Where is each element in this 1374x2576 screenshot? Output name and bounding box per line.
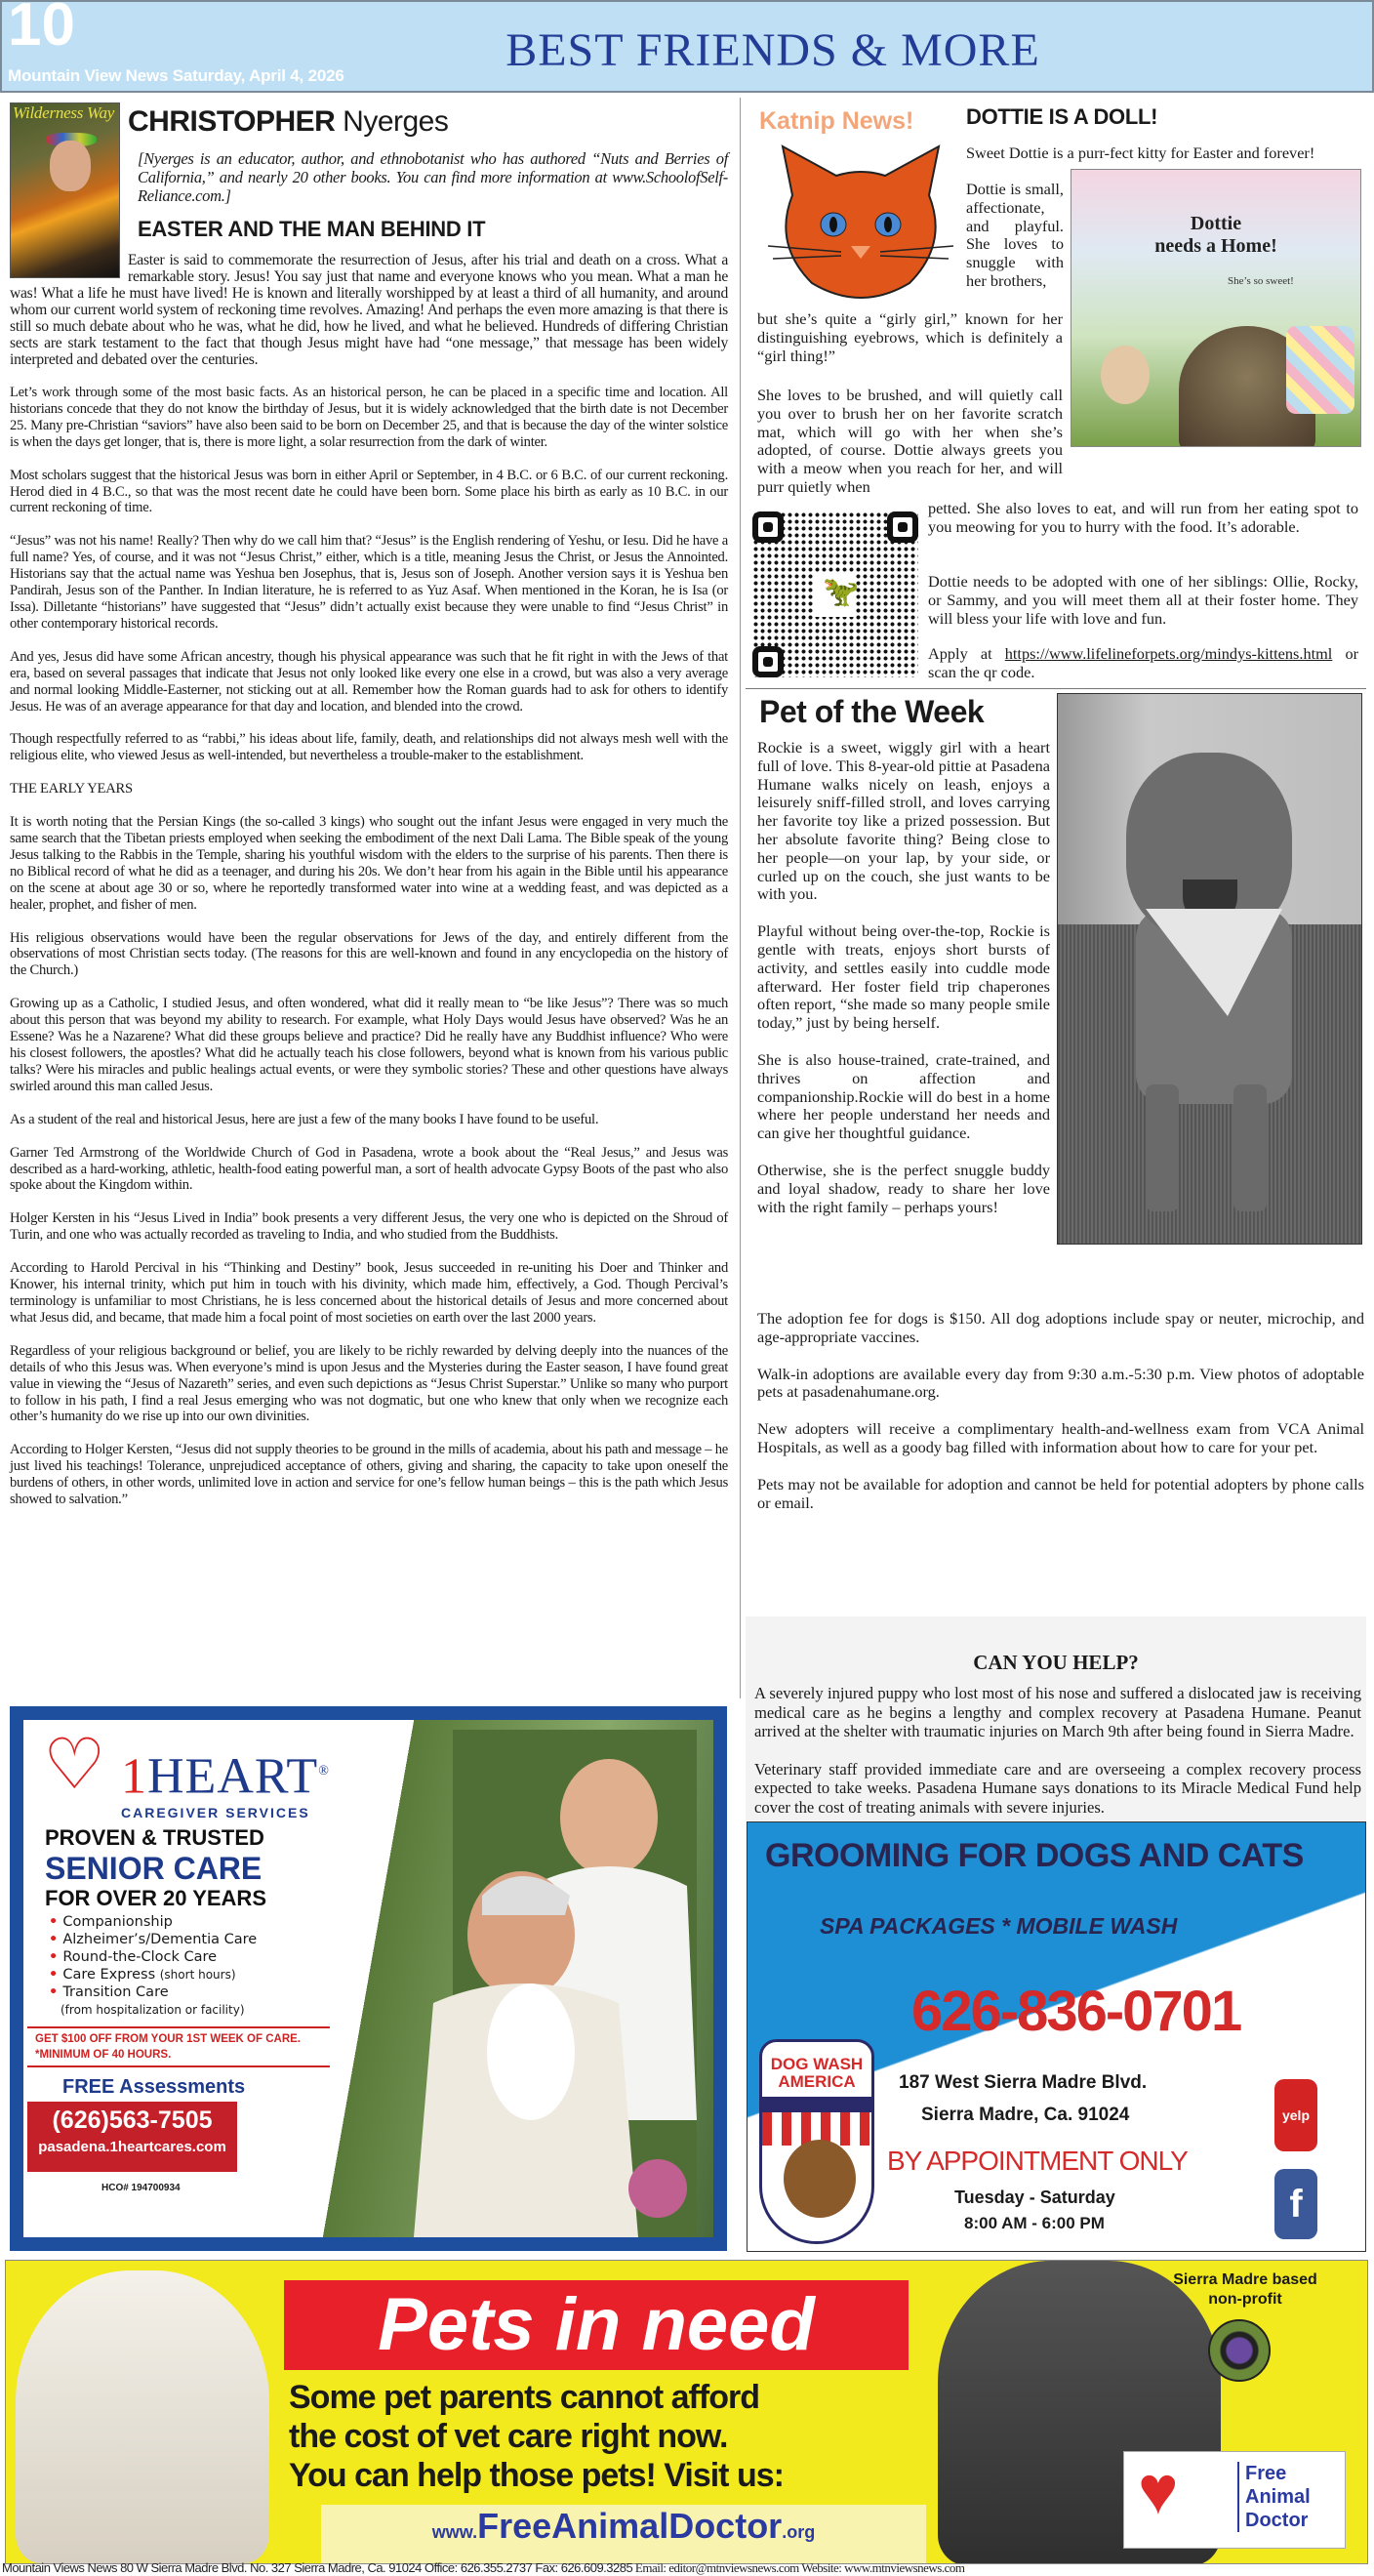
section-divider xyxy=(746,688,1366,689)
business-days: Tuesday - Saturday xyxy=(954,2188,1115,2207)
paragraph: New adopters will receive a complimentary health-and-wellness exam from VCA Animal Hospitals, as well as a goody bag filled with information about how to care for your pet. xyxy=(757,1419,1364,1456)
paragraph: Veterinary staff provided immediate care and are overseeing a complex recovery process expected to take weeks. Pasadena Humane says donations to its Miracle Medical Fund help cover the cost of treating animals with severe injuries. xyxy=(754,1759,1361,1817)
grooming-subtitle: SPA PACKAGES * MOBILE WASH xyxy=(820,1913,1178,1939)
photo-caption-small: She’s so sweet! xyxy=(1228,275,1294,287)
can-you-help-title: CAN YOU HELP? xyxy=(973,1651,1139,1674)
column-article xyxy=(10,102,728,1525)
registered-mark: ® xyxy=(318,1764,330,1779)
page-footer xyxy=(2,2560,1372,2576)
service-note: (short hours) xyxy=(159,1968,236,1982)
grooming-title: GROOMING FOR DOGS AND CATS xyxy=(765,1837,1304,1874)
photo-caption xyxy=(1071,213,1360,258)
paragraph: Growing up as a Catholic, I studied Jesus, and often wondered, what did it really mean to “be like Jesus”? There was so much about this person that was beyond my ability to research. For example, what Holy Days would Jesus have observed? Was he an Essene? Was he a Nazarene? What did these groups believe and practice? Did he really have any Buddhist influence? Who were his closest followers, the apostles? What did he actually teach his close followers, beyond what is known from his various public talks? Were his miracles and public healings actual events, or were they symbolic stories? These and other questions have always swirled around this man called Jesus. xyxy=(10,996,728,1094)
page-header xyxy=(0,0,1374,93)
katnip-logo-text: Katnip News! xyxy=(759,107,914,135)
contact-banner xyxy=(27,2102,237,2172)
heart-cross-icon: ♥ xyxy=(1138,2454,1179,2529)
ad-line: You can help those pets! Visit us: xyxy=(289,2457,784,2494)
pets-in-need-text xyxy=(289,2378,784,2495)
author-first: CHRISTOPHER xyxy=(128,105,336,138)
paragraph: Most scholars suggest that the historical Jesus was born in either April or September, in 4 B.C. or 6 B.C. of our current reckoning. Herod died in 4 B.C., so that was the most recent date he could have been born. Some place his birth as early as 10 B.C. in our current reckoning of time. xyxy=(10,467,728,516)
brand-subtitle: CAREGIVER SERVICES xyxy=(121,1805,310,1820)
paragraph: Walk-in adoptions are available every day from 9:30 a.m.-5:30 p.m. View photos of adoptable pets at pasadenahumane.org. xyxy=(757,1364,1364,1402)
facebook-icon[interactable]: f xyxy=(1274,2169,1317,2239)
ad-pets-in-need[interactable] xyxy=(5,2260,1368,2564)
ad-dog-wash-america[interactable] xyxy=(747,1821,1366,2252)
photo-caption-line1: Dottie xyxy=(1190,213,1242,234)
paragraph: Though respectfully referred to as “rabbi,” his ideas about life, family, death, and relationships did not always mesh well with the religious elite, who viewed Jesus as well-intended, but nevertheless a trouble-maker to the establishment. xyxy=(10,731,728,764)
dottie-paragraph-2b: petted. She also loves to eat, and will run from her eating spot to you meowing for you to hurry with the food. It’s adorable. xyxy=(928,499,1358,536)
services-list xyxy=(49,1913,257,2019)
paragraph: The adoption fee for dogs is $150. All dog adoptions include spay or neuter, microchip, and age-appropriate vaccines. xyxy=(757,1309,1364,1346)
author-last: Nyerges xyxy=(343,105,449,138)
service-item: • Alzheimer’s/Dementia Care xyxy=(49,1931,257,1948)
dinosaur-icon: 🦖 xyxy=(815,572,854,617)
qr-finder xyxy=(752,646,784,677)
appointment-note: BY APPOINTMENT ONLY xyxy=(887,2146,1188,2176)
author-bio: [Nyerges is an educator, author, and ethnobotanist who has authored “Nuts and Berries of California,” and nearly 20 other books. You can find more information at www.SchoolofSelf-Reliance.com.] xyxy=(138,149,728,205)
paragraph: A severely injured puppy who lost most of his nose and suffered a dislocated jaw is receiving medical care as he begins a lengthy and complex recovery at Pasadena Humane. Peanut arrived at the shelter with traumatic injuries on March 9th after being found in Sierra Madre. xyxy=(754,1684,1361,1740)
qr-finder xyxy=(752,511,784,543)
page-number: 10 xyxy=(8,0,75,59)
service-item: • Companionship xyxy=(49,1913,257,1931)
headline-1: PROVEN & TRUSTED xyxy=(45,1825,264,1850)
pet-of-week-side-text xyxy=(757,739,1050,1235)
brand-rest: HEART xyxy=(147,1748,319,1805)
pet-of-week-details xyxy=(757,1310,1364,1531)
cartoon-dog-icon xyxy=(784,2140,856,2218)
url-main: FreeAnimalDoctor xyxy=(477,2506,783,2546)
photo-caption-line2: needs a Home! xyxy=(1154,235,1277,257)
url-prefix: www. xyxy=(431,2522,478,2542)
brand-name xyxy=(121,1743,330,1805)
apply-link[interactable]: https://www.lifelineforpets.org/mindys-kittens.html xyxy=(1004,644,1333,663)
offer-line-1: GET $100 OFF FROM YOUR 1ST WEEK OF CARE. xyxy=(35,2033,301,2045)
service-label: Care Express xyxy=(62,1967,156,1983)
paragraph: It is worth noting that the Persian Kings (the so-called 3 kings) who sought out the infant Jesus were engaged in very much the same search that the Tibetan priests employed when seeking the embodiment of the next Dali Lama. The Bible speak of the young Jesus talking to the Rabbis in the Temple, sharing his youthful wisdom with the elders to the surprise of his parents. Then there is no Biblical record of what he did as a teenager, and during his 20s. We don’t hear from his again in the Bible until his appearance on the scene at about age 30 or so, where he reportedly transformed water into wine at a wedding feast, and was depicted as a healer, prophet, and fisher of men. xyxy=(10,814,728,913)
paragraph: And yes, Jesus did have some African ancestry, though his physical appearance was such that he fit right in with the Jews of that era, based on several passages that indicate that Jesus not only looked like every one else in a crowd, but was also a very average and normal looking Middle-Easterner, not sticking out at all. Remember how the Roman guards had to ask for others to identify Jesus. He was of an average appearance for that day and location, and blended into the crowd. xyxy=(10,648,728,715)
article-body xyxy=(10,252,728,1508)
nonprofit-label: Sierra Madre based non-profit xyxy=(1173,2271,1317,2308)
city-seal-icon xyxy=(1208,2319,1271,2382)
paragraph: Holger Kersten in his “Jesus Lived in India” book presents a very different Jesus, the very one who is depicted on the Shroud of Turin, and one who was actually recorded as traveling to India, and who studied from the Buddhists. xyxy=(10,1210,728,1244)
free-animal-doctor-logo xyxy=(1123,2451,1346,2549)
article-title: EASTER AND THE MAN BEHIND IT xyxy=(138,217,486,241)
dottie-paragraph-1b: but she’s quite a “girly girl,” known for her distinguishing eyebrows, which is definitely a “girl thing!” xyxy=(757,309,1063,365)
service-item: • Transition Care xyxy=(49,1983,257,2001)
paragraph: Let’s work through some of the most basic facts. As an historical person, he can be placed in a specific time and location. All historians concede that they do not know the birthday of Jesus, but it is widely acknowledged that the birth date is not December 25. Many pre-Christian “saviors” have also been said to be born on December 25, and that is because the day of the winter solstice is when the days get longer, that is, there is more light, a solar resurrection from the dark of winter. xyxy=(10,385,728,450)
qr-code[interactable] xyxy=(752,511,918,677)
dog-leg xyxy=(1233,1084,1267,1211)
pet-of-week-title: Pet of the Week xyxy=(759,694,985,729)
flag-stripes xyxy=(762,2097,871,2146)
masthead-date: Mountain View News Saturday, April 4, 2026 xyxy=(8,66,344,85)
footer-address: Mountain Views News 80 W Sierra Madre Blvd. No. 327 Sierra Madre, Ca. 91024 Office: 626.355.2737 Fax: 626.609.3285 xyxy=(2,2560,633,2575)
section-title: BEST FRIENDS & MORE xyxy=(505,24,1040,76)
footer-contact: Email: editor@mtnviewsnews.com Website: www.mtnviewsnews.com xyxy=(632,2560,965,2575)
paragraph: Playful without being over-the-top, Rockie is gentle with treats, enjoys short bursts of activity, and settles easily into cuddle mode afterward. Her foster field trip chaperones often report, “she made so many people smile today,” just by being herself. xyxy=(757,921,1050,1033)
paragraph: According to Holger Kersten, “Jesus did not supply theories to be ground in the mills of academia, about his path and message – he just lived his teachings! Tolerance, unprejudiced acceptance of others, giving and sharing, the capacity to take upon oneself the burdens of others, in other words, unlimited love in action and service for one’s fellow human beings – this is the path which Jesus showed to salvation.” xyxy=(10,1442,728,1508)
ad-line: the cost of vet care right now. xyxy=(289,2418,728,2455)
paragraph: Easter is said to commemorate the resurrection of Jesus, after his trial and death on a cross. What a remarkable story. Jesus! You say just that name and everyone knows who you mean. What a man he was! What a life he must have lived! He is known and literally worshipped by at least a third of all humanity, and around whom our current world system of reckoning time revolves. Amazing! And perhaps the even more amazing is that there is still so much debate about who he was, what he did, how he lived, and what he believed. Hundreds of differing Christian sects are stark testament to the fact that though Jesus might have had “one message,” that message has been widely interpreted and debated over the centuries. xyxy=(10,252,728,368)
free-assessments: FREE Assessments xyxy=(62,2076,246,2098)
paragraph: “Jesus” was not his name! Really? Then why do we call him that? “Jesus” is the English rendering of Yeshu, or Iesu. Did he have a full name? Yes, of course, and it was not “Jesus Christ,” either, which is a title, meaning Jesus the Christ, or Jesus the Annointed. Historians say that the actual name was Yeshua ben Josephus, that is, Jesus son of Joseph. Another version says it is Yeshua ben Pandirah, Jesus son of the Panther. In Indian literature, he is referred to as Yuz Asaf. When mentioned in the Koran, he is Isa (or Issa). Dilletante “historians” have suggested that “Jesus” didn’t actually exist because they were unable to find “Jesus Christ” in other contemporary historical records. xyxy=(10,533,728,632)
logo-line: Animal xyxy=(1245,2486,1311,2508)
paragraph: Rockie is a sweet, wiggly girl with a heart full of love. This 8-year-old pittie at Pasadena Humane walks nicely on leash, enjoys a leisurely sniff-filled stroll, and loves carrying her favorite toy like a prized possession. But her absolute favorite thing? Being close to her people—on your lap, by your side, or curled up on the couch, she just wants to be with you. xyxy=(757,738,1050,904)
paragraph: She is also house-trained, crate-trained, and thrives on affection and companionship.Rockie will do best in a home where her people understand her needs and can give her thoughtful guidance. xyxy=(757,1049,1050,1143)
column-divider xyxy=(740,98,741,1698)
headline-3: FOR OVER 20 YEARS xyxy=(45,1886,266,1910)
paragraph: According to Harold Percival in his “Thinking and Destiny” book, Jesus succeeded in re-uniting his Doer and Thinker and Knower, his internal trinity, which put him in touch with his divinity, which made him, effectively, a God. Though Percival’s terminology is unfamiliar to most Christians, he is less concerned about the historical details of Jesus and more concerned about what Jesus did, and became, that made him a focal point of most societies on earth over the last 2000 years. xyxy=(10,1260,728,1326)
service-note: (from hospitalization or facility) xyxy=(61,2003,245,2017)
cartoon-cat-icon xyxy=(763,137,958,312)
ad-1heart-caregiver[interactable] xyxy=(10,1706,727,2251)
paragraph: Garner Ted Armstrong of the Worldwide Church of God in Pasadena, wrote a book about the “Real Jesus,” and Jesus was described as a hard-working, athletic, health-food eating powerful man, a sort of health advocate Gypsy Boots of the past who also spoke about the Kingdom within. xyxy=(10,1144,728,1194)
paragraph: As a student of the real and historical Jesus, here are just a few of the many books I have found to be useful. xyxy=(10,1111,599,1127)
bunny-illustration xyxy=(1101,346,1150,404)
ad-line: Some pet parents cannot afford xyxy=(289,2379,759,2416)
dottie-subtitle: Sweet Dottie is a purr-fect kitty for Easter and forever! xyxy=(966,143,1315,162)
dottie-paragraph-3: Dottie needs to be adopted with one of her siblings: Ollie, Rocky, or Sammy, and you will meet them all at their foster home. They will bless your life with love and fun. xyxy=(928,572,1358,628)
address-line-2: Sierra Madre, Ca. 91024 xyxy=(921,2105,1130,2125)
dottie-headline: DOTTIE IS A DOLL! xyxy=(966,104,1158,129)
caregiver-photo xyxy=(306,1730,697,2237)
easter-egg-basket xyxy=(1286,326,1354,414)
grooming-phone[interactable]: 626-836-0701 xyxy=(911,1980,1241,2043)
yelp-icon[interactable]: yelp xyxy=(1274,2079,1317,2151)
dog-leg xyxy=(1146,1084,1179,1211)
paragraph: Pets may not be available for adoption and cannot be held for potential adopters by phone calls or email. xyxy=(757,1474,1364,1512)
website-link[interactable]: pasadena.1heartcares.com xyxy=(38,2139,226,2155)
offer-line-2: *MINIMUM OF 40 HOURS. xyxy=(35,2049,172,2061)
business-hours: 8:00 AM - 6:00 PM xyxy=(964,2214,1105,2232)
qr-finder xyxy=(887,511,918,543)
pets-in-need-title: Pets in need xyxy=(284,2280,909,2370)
dog-wash-america-logo xyxy=(759,2039,874,2244)
logo-line: Free xyxy=(1245,2463,1287,2484)
logo-text: DOG WASH AMERICA xyxy=(770,2055,864,2091)
paragraph: THE EARLY YEARS xyxy=(10,781,133,797)
service-item: • Round-the-Clock Care xyxy=(49,1948,257,1966)
free-animal-doctor-link[interactable] xyxy=(321,2505,926,2563)
dottie-paragraph-2a: She loves to be brushed, and will quietly call you over to brush her on her favorite scratch mat, which will go with her when she’s adopted, of course. Dottie always greets you with a meow when you reach for her, and will purr quietly when xyxy=(757,386,1063,496)
book-cover-title: Wilderness Way xyxy=(13,103,115,122)
logo-label xyxy=(1237,2462,1311,2532)
address-line-1: 187 West Sierra Madre Blvd. xyxy=(899,2072,1148,2093)
paragraph: Otherwise, she is the perfect snuggle buddy and loyal shadow, ready to share her love with the right family – perhaps yours! xyxy=(757,1160,1050,1216)
logo-line: Doctor xyxy=(1245,2510,1309,2531)
paragraph: His religious observations would have been the regular observations for Jews of the day, and entirely different from the observations of most Christian sects today. (The reasons for this are well-known and found in any encyclopedia on the history of the Church.) xyxy=(10,929,728,979)
phone-number[interactable]: (626)563-7505 xyxy=(52,2106,213,2134)
headline-2: SENIOR CARE xyxy=(45,1851,263,1886)
author-book-cover-image xyxy=(10,102,120,278)
rockie-dog-photo xyxy=(1057,693,1362,1245)
dottie-photo xyxy=(1071,169,1361,447)
paragraph: Regardless of your religious background or belief, you are likely to be richly rewarded by delving deeply into the nuances of the details of who this Jesus was. When everyone’s mind is upon Jesus and the Mysteries during the Easter season, I have found great value in viewing the “Jesus of Nazareth” series, and even such depictions as “Jesus Christ Superstar.” Unlike so many who purport to follow in his path, I find a real Jesus emerging who was not dogmatic, but one who knew that only when we recognize each other’s humanity do we rise up into our own divinities. xyxy=(10,1342,728,1425)
dottie-paragraph-1a: Dottie is small, affectionate, and playful. She loves to snuggle with her brothers, xyxy=(966,180,1064,290)
discount-offer xyxy=(27,2026,330,2067)
service-item xyxy=(49,1966,257,1983)
white-chihuahua-photo xyxy=(16,2270,269,2563)
apply-prefix: Apply at xyxy=(928,644,1005,663)
heart-logo-icon: ♡ xyxy=(43,1726,106,1804)
author-face xyxy=(50,141,91,191)
brand-one: 1 xyxy=(121,1748,147,1805)
url-suffix: .org xyxy=(782,2522,816,2542)
apply-suffix: or scan the qr code. xyxy=(928,644,1359,681)
can-you-help-text xyxy=(754,1684,1361,1835)
ad-1heart-inner xyxy=(23,1720,713,2237)
dottie-apply xyxy=(928,645,1358,682)
license-number: HCO# 194700934 xyxy=(101,2183,181,2193)
